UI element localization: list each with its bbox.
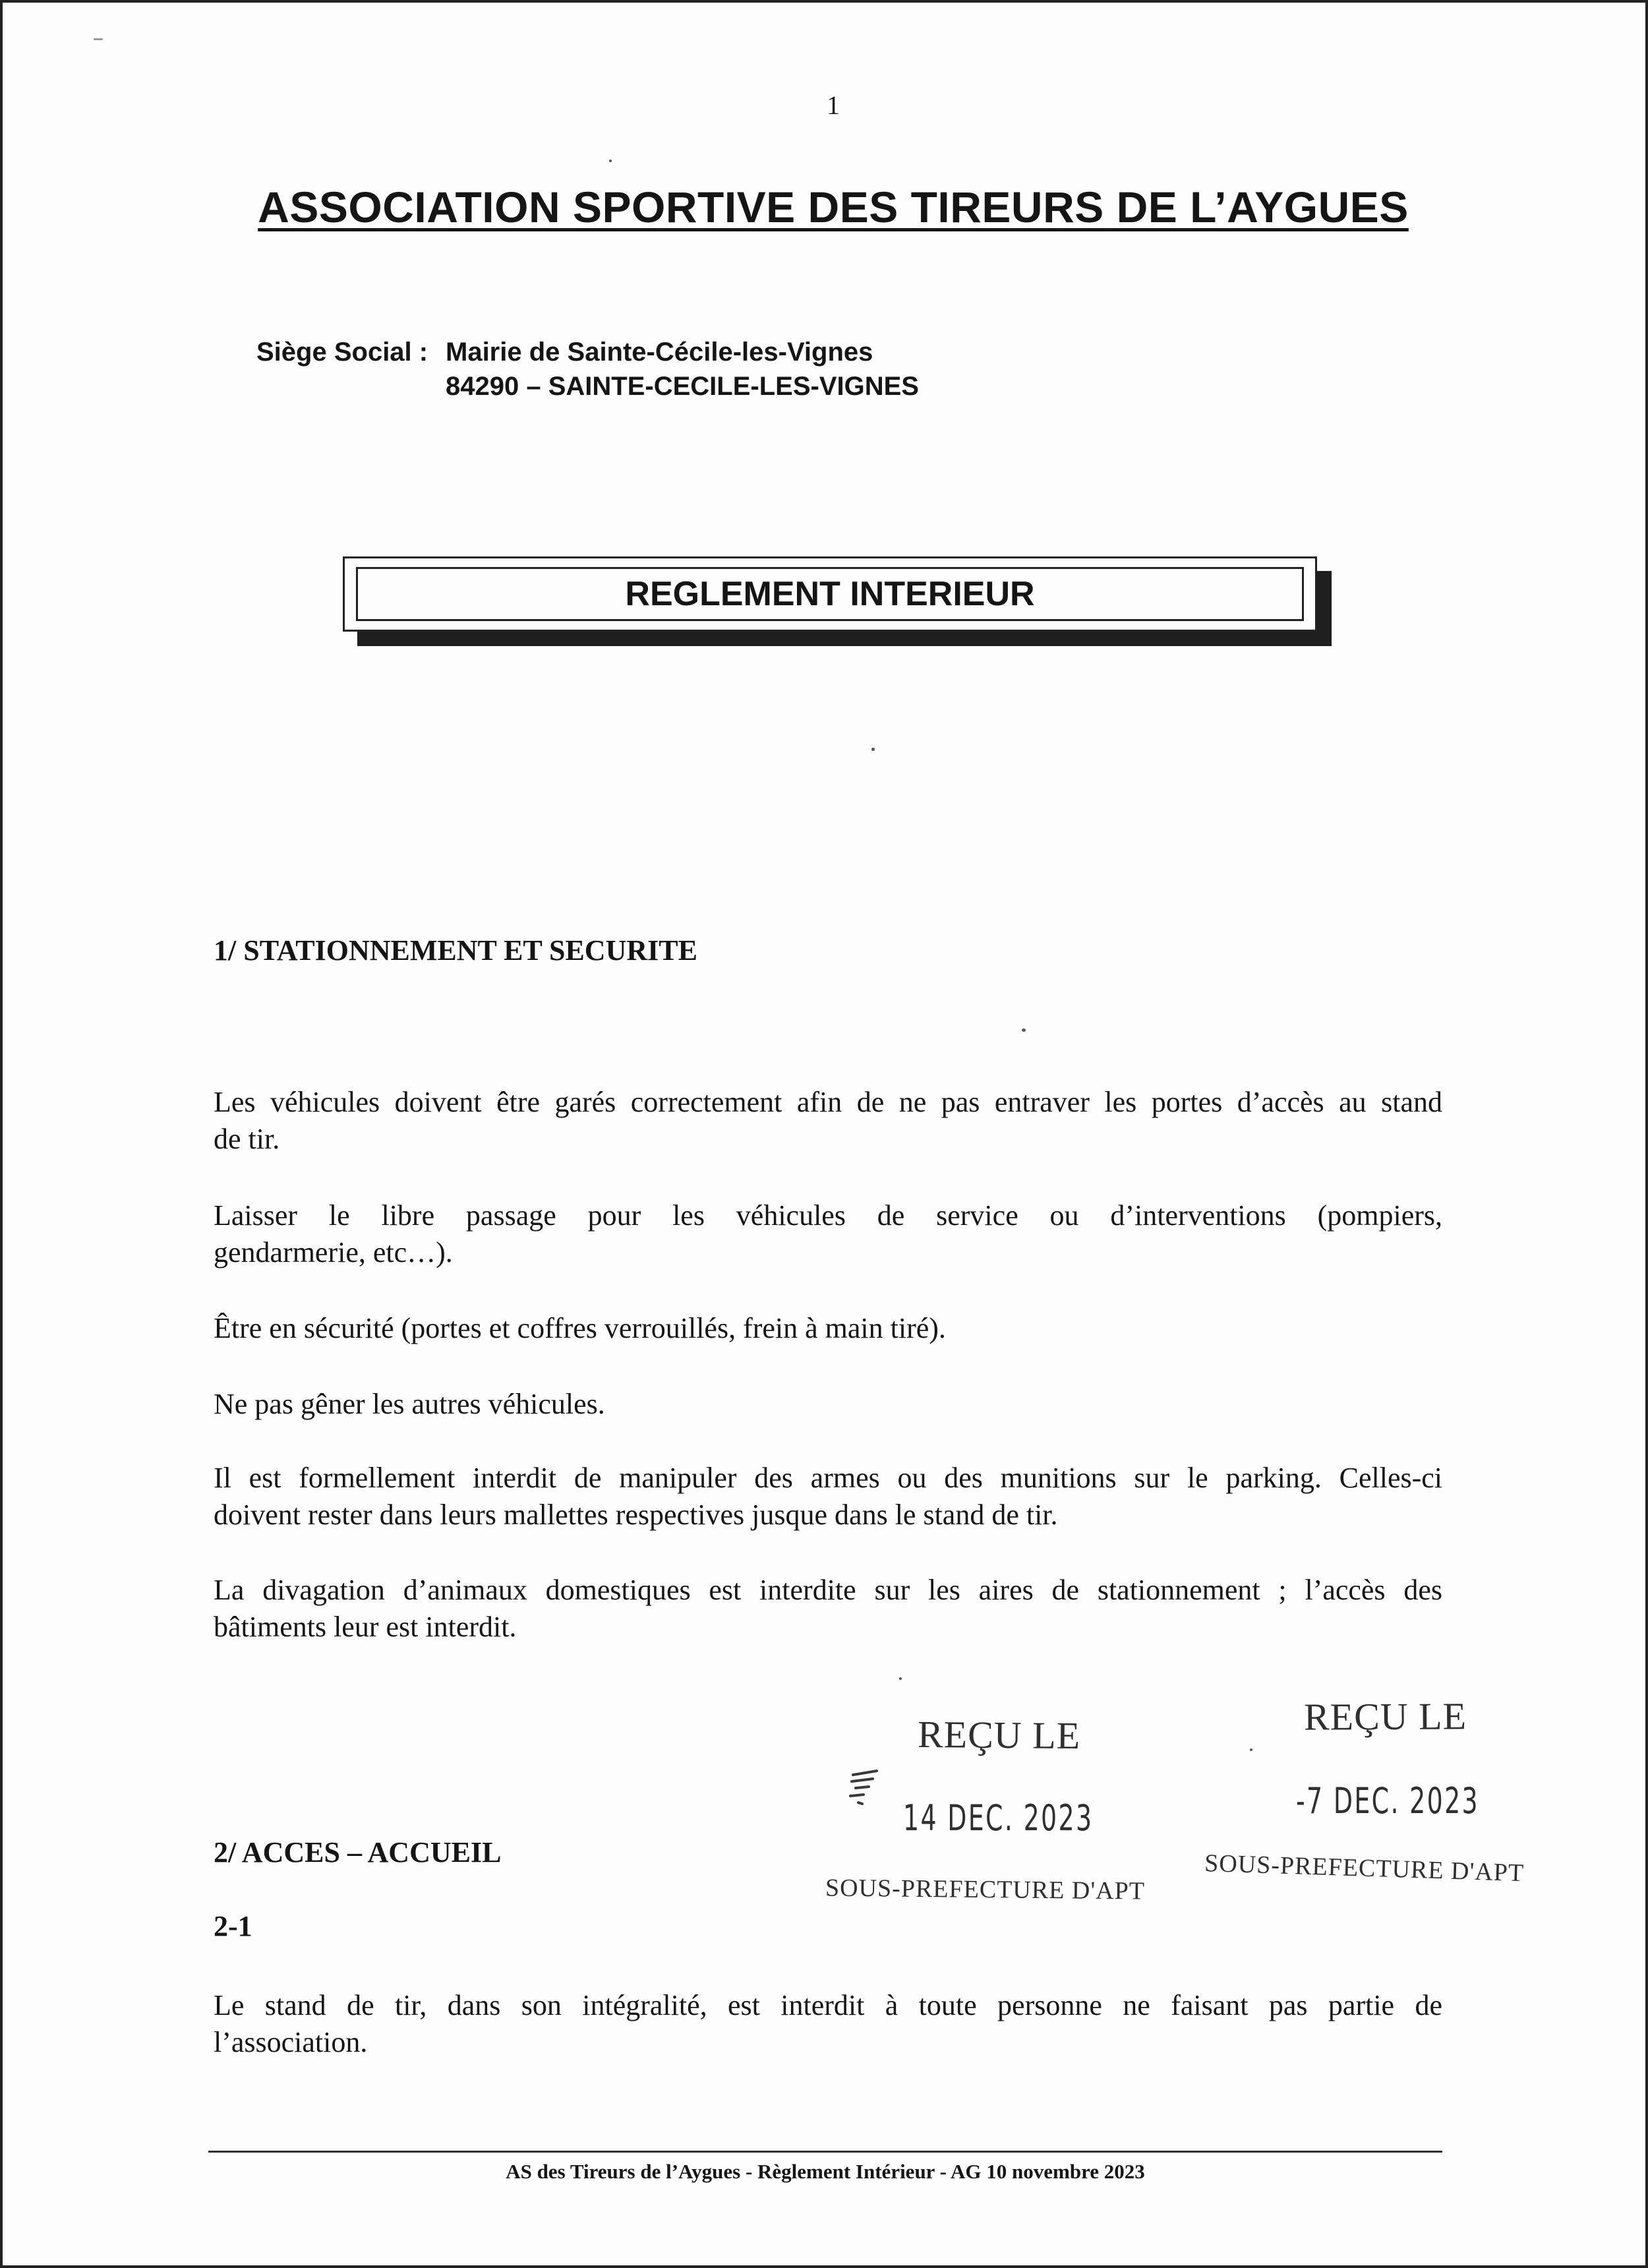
page-number: 1 [827, 90, 840, 120]
stamp-office: SOUS-PREFECTURE D'APT [1204, 1849, 1525, 1888]
paragraph-line: La divagation d’animaux domestiques est interdite sur les aires de stationnement ; l’accès des [214, 1574, 1442, 1606]
scan-speck [1022, 1029, 1026, 1032]
siege-address-line2: 84290 – SAINTE-CECILE-LES-VIGNES [446, 372, 919, 401]
section1-paragraph-4: Ne pas gêner les autres véhicules. [214, 1388, 605, 1420]
section1-paragraph-3: Être en sécurité (portes et coffres verrouillés, frein à main tiré). [214, 1312, 946, 1344]
scan-speck [899, 1677, 902, 1680]
section2-subheading: 2-1 [214, 1910, 252, 1942]
paragraph-line: Laisser le libre passage pour les véhicules de service ou d’interventions (pompiers, [214, 1199, 1442, 1232]
stamp-date: 14 DEC. 2023 [903, 1797, 1094, 1839]
scan-speck [871, 748, 875, 751]
section1-heading: 1/ STATIONNEMENT ET SECURITE [214, 934, 697, 967]
section1-paragraph-2 [214, 1197, 1442, 1271]
stamp-office: SOUS-PREFECTURE D'APT [825, 1874, 1146, 1905]
stamp-date: -7 DEC. 2023 [1296, 1780, 1479, 1822]
stamp-received-label: REÇU LE [1303, 1694, 1467, 1739]
siege-label: Siège Social : [256, 338, 428, 367]
paragraph-line: doivent rester dans leurs mallettes respectives jusque dans le stand de tir. [214, 1499, 1058, 1531]
reglement-title: REGLEMENT INTERIEUR [625, 575, 1035, 613]
section2-heading: 2/ ACCES – ACCUEIL [214, 1836, 502, 1868]
paragraph-line: l’association. [214, 2026, 368, 2058]
stamp-received-label: REÇU LE [917, 1712, 1081, 1758]
section1-paragraph-5 [214, 1460, 1442, 1534]
section1-paragraph-1 [214, 1084, 1442, 1158]
paragraph-line: Il est formellement interdit de manipuler des armes ou des munitions sur le parking. Celles-ci [214, 1462, 1442, 1494]
section1-paragraph-6 [214, 1572, 1442, 1646]
footer-rule [208, 2151, 1442, 2153]
scan-speck [1250, 1748, 1252, 1751]
scan-speck [609, 160, 612, 162]
paragraph-line: Le stand de tir, dans son intégralité, est interdit à toute personne ne faisant pas partie de [214, 1989, 1442, 2021]
paragraph-line: Les véhicules doivent être garés correctement afin de ne pas entraver les portes d’accès au stand [214, 1086, 1442, 1118]
reglement-title-box [356, 567, 1304, 621]
scan-speck [94, 38, 103, 40]
footer-text: AS des Tireurs de l’Aygues - Règlement Intérieur - AG 10 novembre 2023 [506, 2160, 1145, 2183]
paragraph-line: bâtiments leur est interdit. [214, 1611, 517, 1643]
stamp-mark-icon [846, 1770, 883, 1812]
paragraph-line: gendarmerie, etc…). [214, 1236, 453, 1268]
siege-address-line1: Mairie de Sainte-Cécile-les-Vignes [446, 338, 873, 367]
association-title: ASSOCIATION SPORTIVE DES TIREURS DE L’AYGUES [258, 183, 1409, 231]
paragraph-line: de tir. [214, 1123, 280, 1155]
section2-paragraph-1 [214, 1987, 1442, 2061]
